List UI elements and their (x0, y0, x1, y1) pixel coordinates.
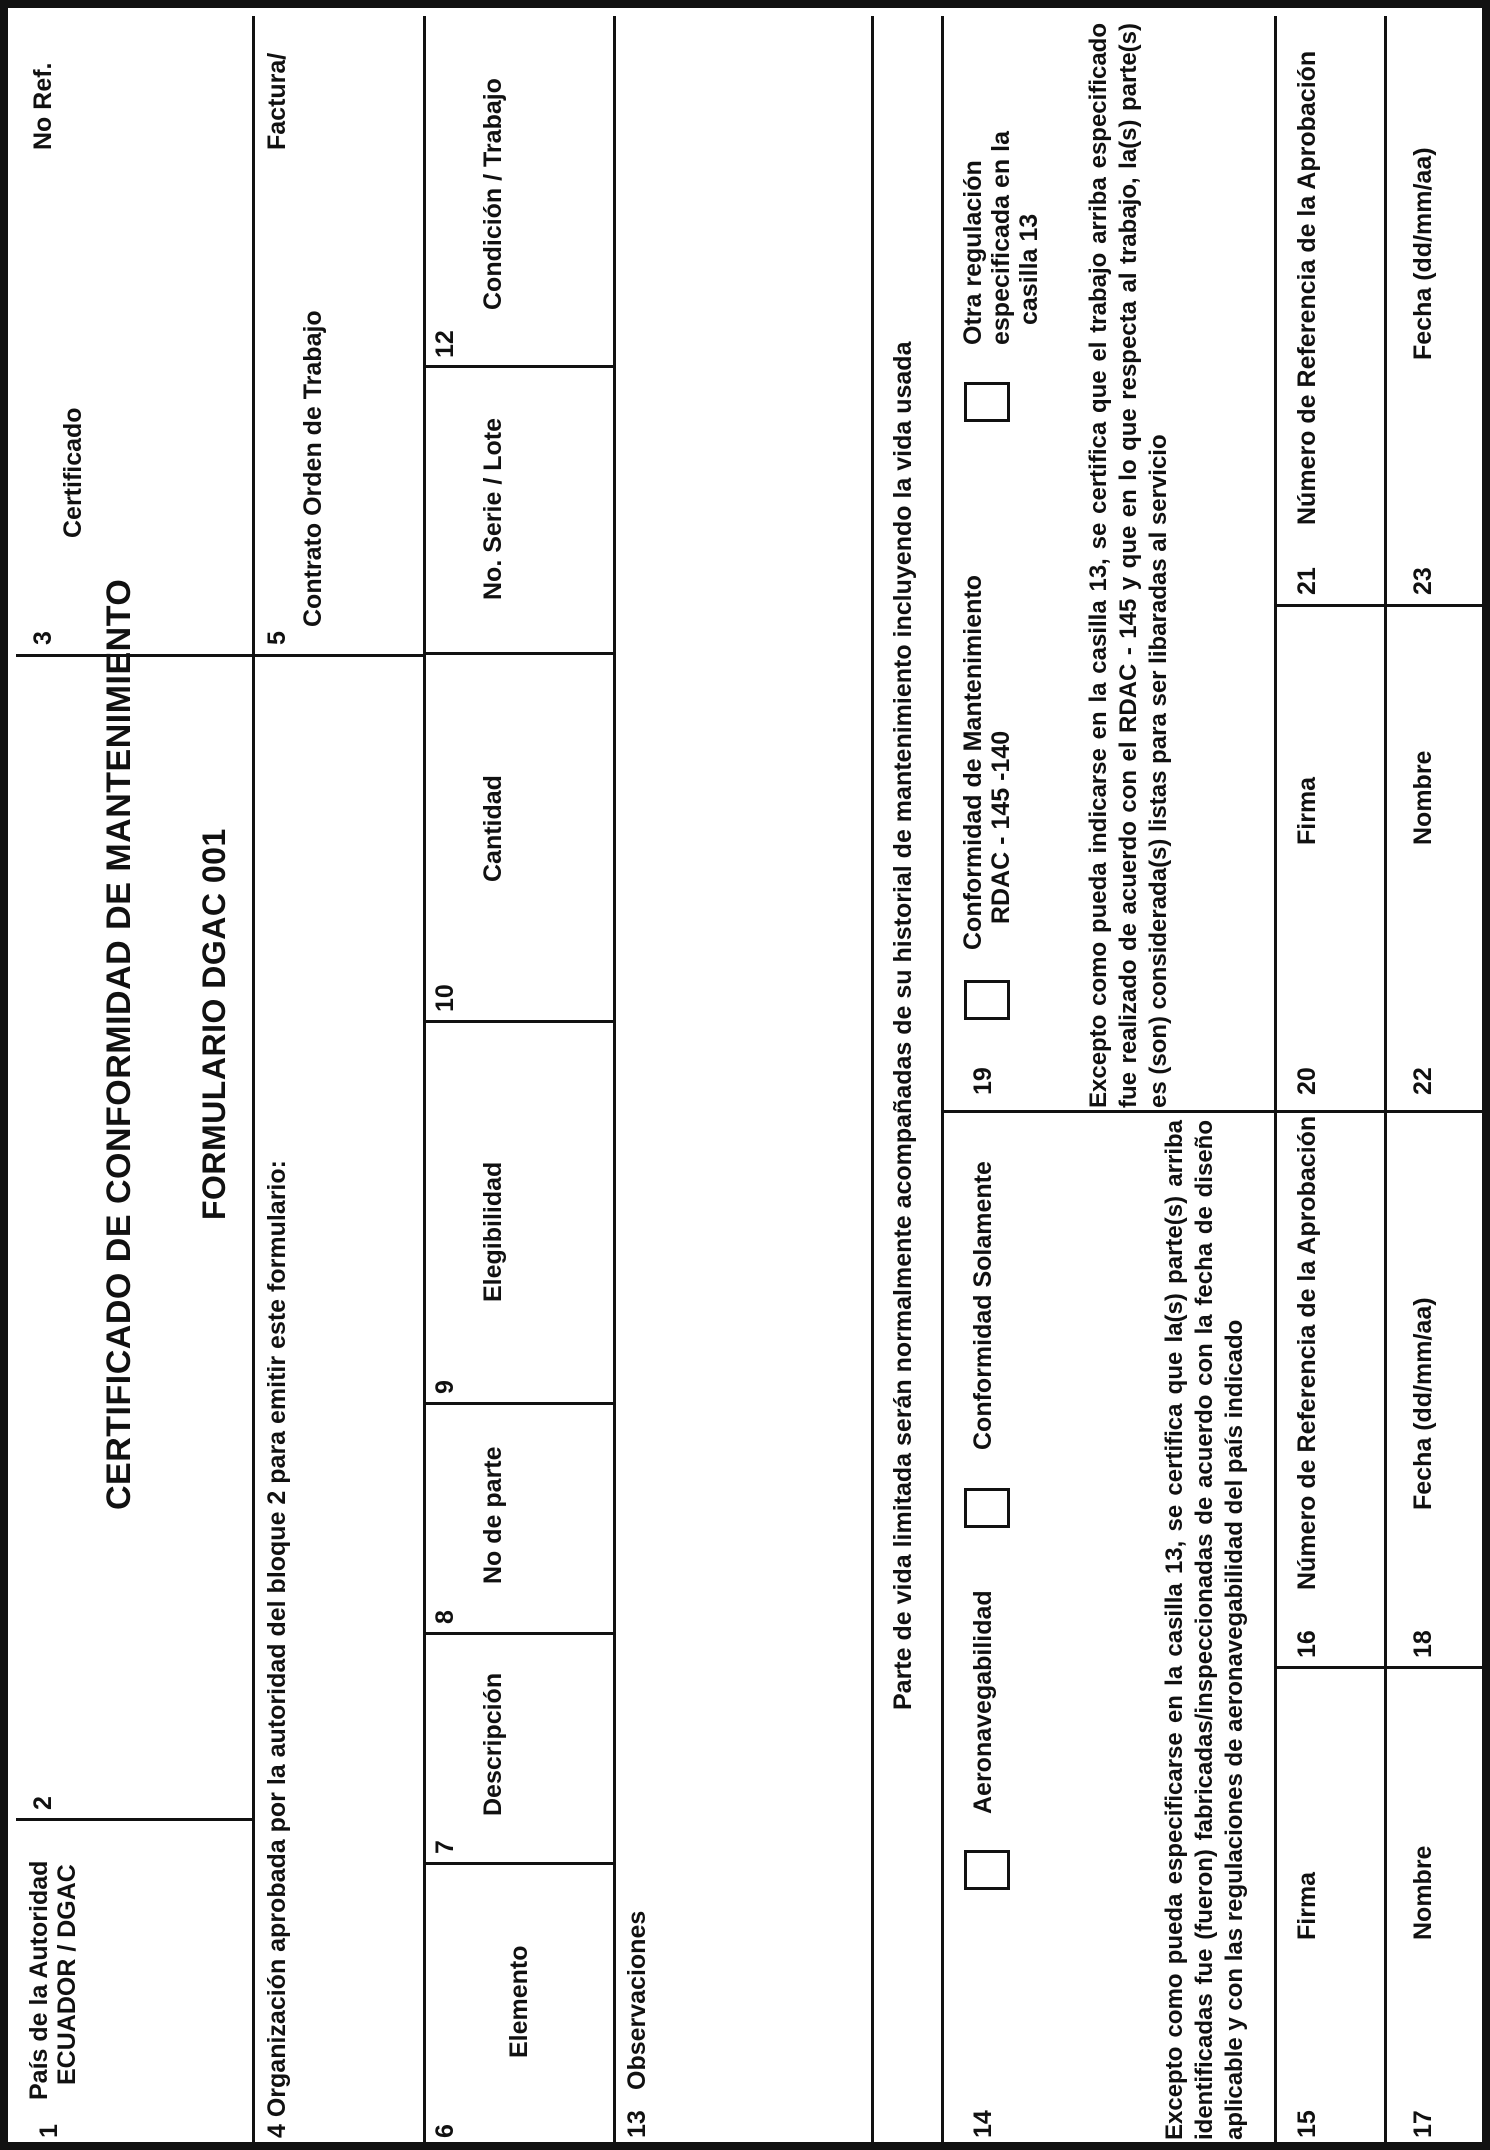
box13-number: 13 (623, 2110, 651, 2138)
col8-label: No de parte (479, 1446, 507, 1584)
observations-label: Observaciones (623, 1910, 651, 2090)
maintenance-conformity-label-2: RDAC - 145 -140 (987, 730, 1015, 924)
box4-label: 4 Organización aprobada por la autoridad del bloque 2 para emitir este formulario: (263, 1160, 291, 2138)
form-subtitle: FORMULARIO DGAC 001 (196, 828, 232, 1220)
box18-number: 18 (1409, 1630, 1437, 1658)
airworthiness-checkbox[interactable] (964, 1850, 1010, 1890)
maintenance-conformity-checkbox[interactable] (964, 980, 1010, 1020)
col10-number: 10 (431, 984, 459, 1012)
box14-number: 14 (969, 2110, 997, 2138)
box1-number: 1 (35, 2124, 63, 2138)
life-limited-note: Parte de vida limitada serán normalmente acompañadas de su historial de mantenimiento incluyendo la vida usada (889, 341, 917, 1710)
box23-label: Fecha (dd/mm/aa) (1409, 147, 1437, 360)
box15-label: Firma (1293, 1871, 1321, 1940)
conformity-only-label: Conformidad Solamente (969, 1161, 997, 1450)
col9-label: Elegibilidad (479, 1161, 507, 1302)
airworthiness-label: Aeronavegabilidad (969, 1590, 997, 1814)
box3-label: Certificado (59, 407, 87, 538)
box2-number: 2 (29, 1796, 57, 1810)
box5-label-a: Contrato Orden de Trabajo (299, 310, 327, 627)
box21-label: Número de Referencia de la Aprobación (1293, 50, 1321, 525)
box20-number: 20 (1293, 1067, 1321, 1095)
other-regulation-label-1: Otra regulación (959, 160, 987, 345)
box17-label: Nombre (1409, 1845, 1437, 1940)
divider (423, 1632, 613, 1635)
box5-label-b: Factura/ (263, 52, 291, 150)
box20-label: Firma (1293, 776, 1321, 845)
box16-label: Número de Referencia de la Aprobación (1293, 1115, 1321, 1590)
divider (423, 1020, 613, 1023)
col7-label: Descripción (479, 1672, 507, 1816)
box18-label: Fecha (dd/mm/aa) (1409, 1297, 1437, 1510)
col10-label: Cantidad (479, 775, 507, 882)
col12-number: 12 (431, 330, 459, 358)
divider (423, 365, 613, 368)
box5-number: 5 (263, 631, 291, 645)
conformity-only-checkbox[interactable] (964, 1488, 1010, 1528)
divider (423, 16, 426, 2150)
box1-label: País de la Autoridad (25, 1860, 53, 2100)
box23-number: 23 (1409, 567, 1437, 595)
divider (1274, 1666, 1490, 1669)
box15-number: 15 (1293, 2110, 1321, 2138)
col6-number: 6 (431, 2124, 459, 2138)
box19-number: 19 (969, 1067, 997, 1095)
col9-number: 9 (431, 1380, 459, 1394)
divider (252, 16, 255, 2150)
box3-ref: No Ref. (29, 62, 57, 150)
col11-label: No. Serie / Lote (479, 418, 507, 600)
col7-number: 7 (431, 1840, 459, 1854)
col6-label: Elemento (505, 1945, 533, 2058)
right-certification-statement: Excepto como pueda indicarse en la casilla 13, se certifica que el trabajo arriba especificado fue realizado de acuerdo con el RDAC - 145 y que en lo que respecta al trabajo, la(s) parte(s) es (son) considerada(s) listas para ser libaradas al servicio (1085, 23, 1172, 1108)
divider (16, 654, 423, 657)
divider (941, 1110, 1490, 1113)
box22-label: Nombre (1409, 750, 1437, 845)
divider (423, 1862, 613, 1865)
box3-number: 3 (29, 631, 57, 645)
divider (1384, 16, 1387, 2150)
maintenance-conformity-form (16, 16, 1490, 2150)
other-regulation-label-2: especificada en la (987, 130, 1015, 345)
divider (871, 16, 874, 2150)
box22-number: 22 (1409, 1067, 1437, 1095)
box1-value: ECUADOR / DGAC (53, 1864, 81, 2085)
observations-area[interactable] (616, 16, 871, 2150)
maintenance-conformity-label-1: Conformidad de Mantenimiento (959, 575, 987, 950)
divider (423, 1402, 613, 1405)
divider (423, 652, 613, 655)
box21-number: 21 (1293, 567, 1321, 595)
col8-number: 8 (431, 1610, 459, 1624)
divider (16, 1818, 252, 1821)
left-certification-statement: Excepto como pueda especificarse en la casilla 13, se certifica que la(s) parte(s) arriba identificadas fue (fueron) fabricadas/inspeccionadas de acuerdo con la fecha de diseño aplicable y con las regulaciones de aeronavegabilidad del país indicado (1161, 1120, 1248, 2140)
divider (1274, 604, 1490, 607)
box17-number: 17 (1409, 2110, 1437, 2138)
other-regulation-label-3: casilla 13 (1015, 213, 1043, 325)
form-title: CERTIFICADO DE CONFORMIDAD DE MANTENIMIENTO (100, 578, 138, 1510)
other-regulation-checkbox[interactable] (964, 382, 1010, 422)
divider (941, 16, 944, 2150)
divider (1274, 16, 1277, 2150)
box16-number: 16 (1293, 1630, 1321, 1658)
col12-label: Condición / Trabajo (479, 78, 507, 310)
